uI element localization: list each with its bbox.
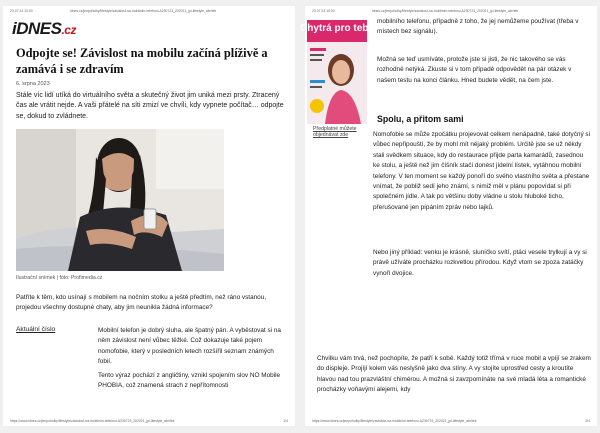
print-date: 23.07.24 10:00: [312, 9, 335, 13]
section-heading: Spolu, a přitom sami: [377, 114, 464, 124]
document-page-2: [300, 6, 597, 426]
print-footer: [312, 419, 590, 423]
article-paragraph: Možná se teď usmíváte, protože jste si jisti, že nic takového se vás rozhodně netýká. Zkuste si v tom případě odpovědět na pár otázek v našem testu na konci článku. Hned budete vědět, na čem jste.: [377, 56, 572, 84]
cover-title-line: Chytrá pro tebe: [300, 23, 374, 34]
footer-url: https://www.idnes.cz/jenpoholky/lifestyle/zavislost-na-mobilnim-telefonu.A230723_202021_jpi-lifestyle_abr/tek: [10, 419, 175, 423]
article-title: Odpojte se! Závislost na mobilu začíná plíživě a zamává i se zdravím: [16, 46, 268, 76]
article-paragraph: Tento výraz pochází z angličtiny, vznikl spojením slov NO Mobile PHOBIA, což znamená strach z nepřítomnosti: [98, 372, 281, 390]
document-page-1: [3, 6, 295, 426]
print-url: idnes.cz/jenpoholky/lifestyle/zavislost-na-mobilnim-telefonu.A230723_202021_jpi-lifestyle_abr/tek: [70, 9, 217, 13]
page-number: 2/4: [585, 419, 590, 423]
article-paragraph: Patříte k těm, kdo usínají s mobilem na nočním stolku a ještě předtím, než ráno vstanou, projedou všechny dostupné chaty, aby jim neunikla žádná informace?: [16, 294, 267, 312]
article-date: 6. srpna 2023: [16, 81, 50, 87]
print-date: 23.07.24 10:00: [10, 9, 33, 13]
photo-caption: Ilustrační snímek | foto: Profimedia.cz: [16, 275, 103, 281]
print-footer: [10, 419, 288, 423]
current-issue-link[interactable]: Aktuální číslo: [16, 326, 56, 333]
article-paragraph: mobilního telefonu, případně z toho, že jej nemůžeme používat (třeba v místech bez signálu).: [377, 18, 579, 36]
article-paragraph: Chvilku vám trvá, než pochopíte, že patří k sobě. Každý totiž třímá v ruce mobil a vpíjí se zrakem do displeje. Projíjí kolem vás neslyšně jako dva stíny. A vy stojíte uprostřed cesty a kroutíte hlavou nad tou prazvláštní chimérou. A možná si zavzpomínáte na své mladá léta a romantické procházky voňavými alejemi, kdy: [317, 355, 591, 394]
logo-main: iDNES: [12, 19, 62, 38]
article-paragraph: Nomofobie se může zpočátku projevovat celkem nenápadně, také dotyčný si vůbec nepřipouští, že by mohl mít nějaký problém. Určitě jste se už někdy stali svědkem situace, kdy do restaurace přijde parta kamarádů, zasednou ke stolu, a ještě než jim číšník stačí donést jídelní lístek, vytáhnou mobilní telefony. V ten moment se každý ponoří do svého vlastního světa a přestane vnímat, že pobliž sedí jeho známí, s nimiž měl v plánu popovídat si při společném jídle. A tak po většinu doby vládne u stolu hluboké ticho, přerušované jen pípáním zpráv nebo lajků.: [373, 131, 591, 211]
article-lead: Stále víc lidí utíká do virtuálního světa a skutečný život jim uniká mezi prsty. Ztracený čas ale vrátit nejde. A vaši přátelé na síti zmizí ve chvíli, kdy vypnete počítač… odpojte se, dokud to zvládnete.: [16, 92, 284, 120]
page-number: 1/4: [283, 419, 288, 423]
footer-url: https://www.idnes.cz/jenpoholky/lifestyle/zavislost-na-mobilnim-telefonu.A230723_202021_jpi-lifestyle_abr/tek: [312, 419, 477, 423]
idnes-logo[interactable]: [12, 19, 76, 39]
article-paragraph: Nebo jiný příklad: venku je krásně, sluníčko svítí, ptáci vesele trylkují a vy si právě užíváte procházku rozkvetlou přírodou. Když vtom se zpoza zatáčky vynoří dvojice.: [373, 249, 587, 277]
logo-suffix: .cz: [61, 23, 76, 37]
magazine-cover-image[interactable]: [300, 20, 374, 124]
article-photo-woman-with-phone: [16, 129, 224, 271]
print-url: idnes.cz/jenpoholky/lifestyle/zavislost-na-mobilnim-telefonu.A230723_202021_jpi-lifestyle_abr/tek: [372, 9, 519, 13]
subscription-link[interactable]: Předplatné můžete objednávat zde: [313, 126, 357, 139]
print-header: [10, 9, 288, 13]
print-header: [312, 9, 590, 13]
article-paragraph: Mobilní telefon je dobrý sluha, ale špatný pán. A vyběstovat si na něm závislost není vůbec těžké. Což dokazuje také pojem nomofobie, který v posledních letech rozšířil seznam známých fobií.: [98, 327, 281, 366]
